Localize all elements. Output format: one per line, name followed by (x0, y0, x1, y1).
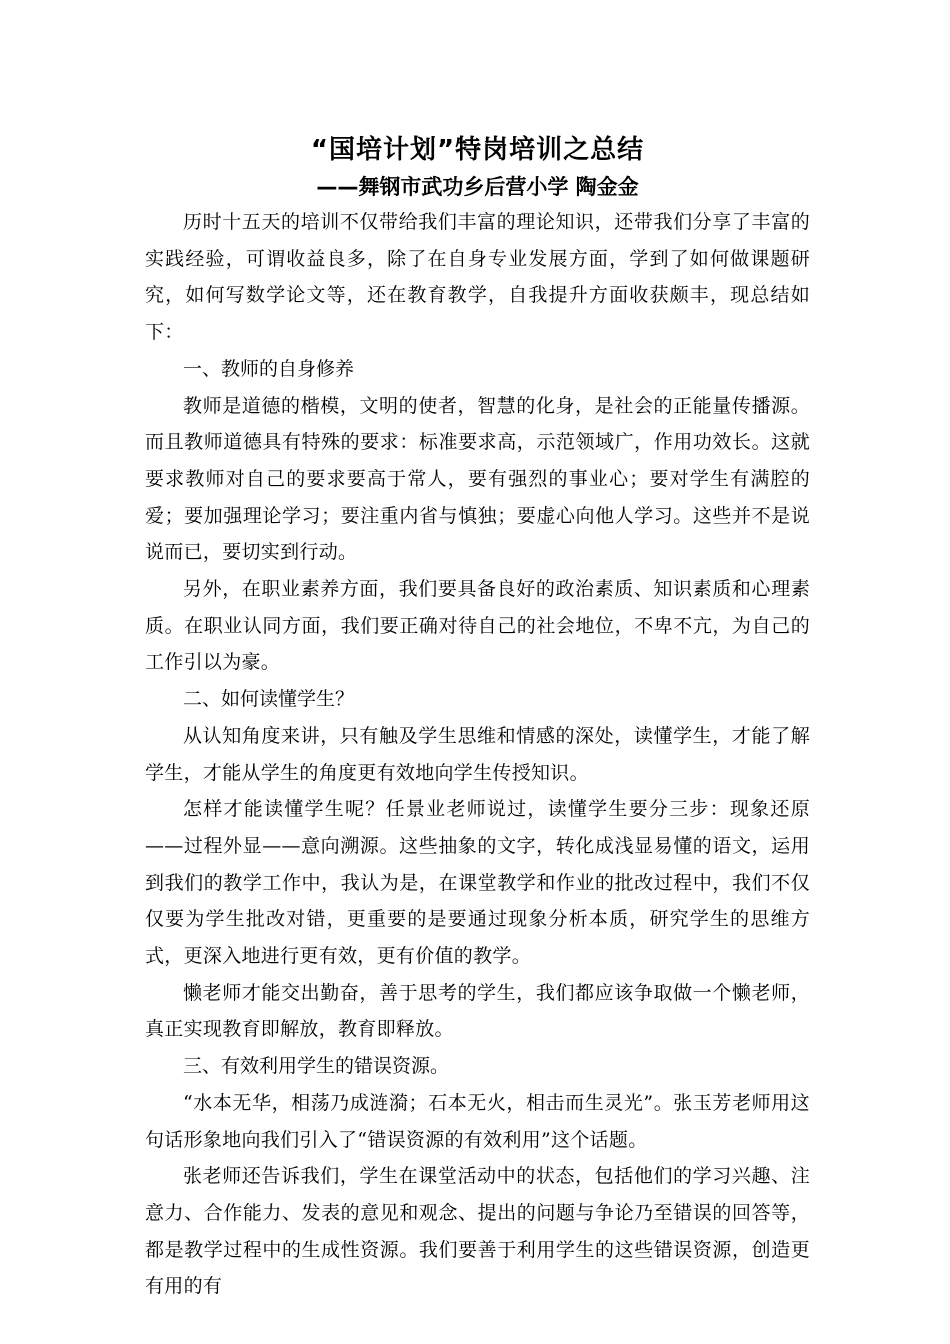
body-paragraph: “水本无华，相荡乃成涟漪；石本无火，相击而生灵光”。张玉芳老师用这句话形象地向我们引入了“错误资源的有效利用”这个话题。 (145, 1091, 810, 1151)
section-heading-3: 三、有效利用学生的错误资源。 (183, 1055, 450, 1078)
section-heading-1: 一、教师的自身修养 (183, 357, 355, 380)
body-paragraph: 懒老师才能交出勤奋，善于思考的学生，我们都应该争取做一个懒老师，真正实现教育即解放，教育即释放。 (145, 981, 810, 1041)
document-title: “国培计划”特岗培训之总结 (310, 135, 645, 165)
body-paragraph: 怎样才能读懂学生呢？任景业老师说过，读懂学生要分三步：现象还原——过程外显——意向溯源。这些抽象的文字，转化成浅显易懂的语文，运用到我们的教学工作中，我认为是，在课堂教学和作业的批改过程中，我们不仅仅要为学生批改对错，更重要的是要通过现象分析本质，研究学生的思维方式，更深入地进行更有效，更有价值的教学。 (145, 798, 810, 968)
body-paragraph: 张老师还告诉我们，学生在课堂活动中的状态，包括他们的学习兴趣、注意力、合作能力、发表的意见和观念、提出的问题与争论乃至错误的回答等，都是教学过程中的生成性资源。我们要善于利用学生的这些错误资源，创造更有用的有 (145, 1165, 810, 1298)
body-paragraph: 另外，在职业素养方面，我们要具备良好的政治素质、知识素质和心理素质。在职业认同方面，我们要正确对待自己的社会地位，不卑不亢，为自己的工作引以为豪。 (145, 578, 810, 674)
document-subtitle: ——舞钢市武功乡后营小学 陶金金 (316, 175, 639, 199)
intro-paragraph: 历时十五天的培训不仅带给我们丰富的理论知识，还带我们分享了丰富的实践经验，可谓收益良多，除了在自身专业发展方面，学到了如何做课题研究，如何写数学论文等，还在教育教学，自我提升方面收获颇丰，现总结如下： (145, 211, 810, 344)
section-heading-2: 二、如何读懂学生？ (183, 688, 355, 711)
document-content (145, 128, 810, 1305)
body-paragraph: 从认知角度来讲，只有触及学生思维和情感的深处，读懂学生，才能了解学生，才能从学生的角度更有效地向学生传授知识。 (145, 724, 810, 784)
body-paragraph: 教师是道德的楷模，文明的使者，智慧的化身，是社会的正能量传播源。而且教师道德具有特殊的要求：标准要求高，示范领域广，作用功效长。这就要求教师对自己的要求要高于常人，要有强烈的事业心；要对学生有满腔的爱；要加强理论学习；要注重内省与慎独；要虚心向他人学习。这些并不是说说而已，要切实到行动。 (145, 394, 810, 564)
